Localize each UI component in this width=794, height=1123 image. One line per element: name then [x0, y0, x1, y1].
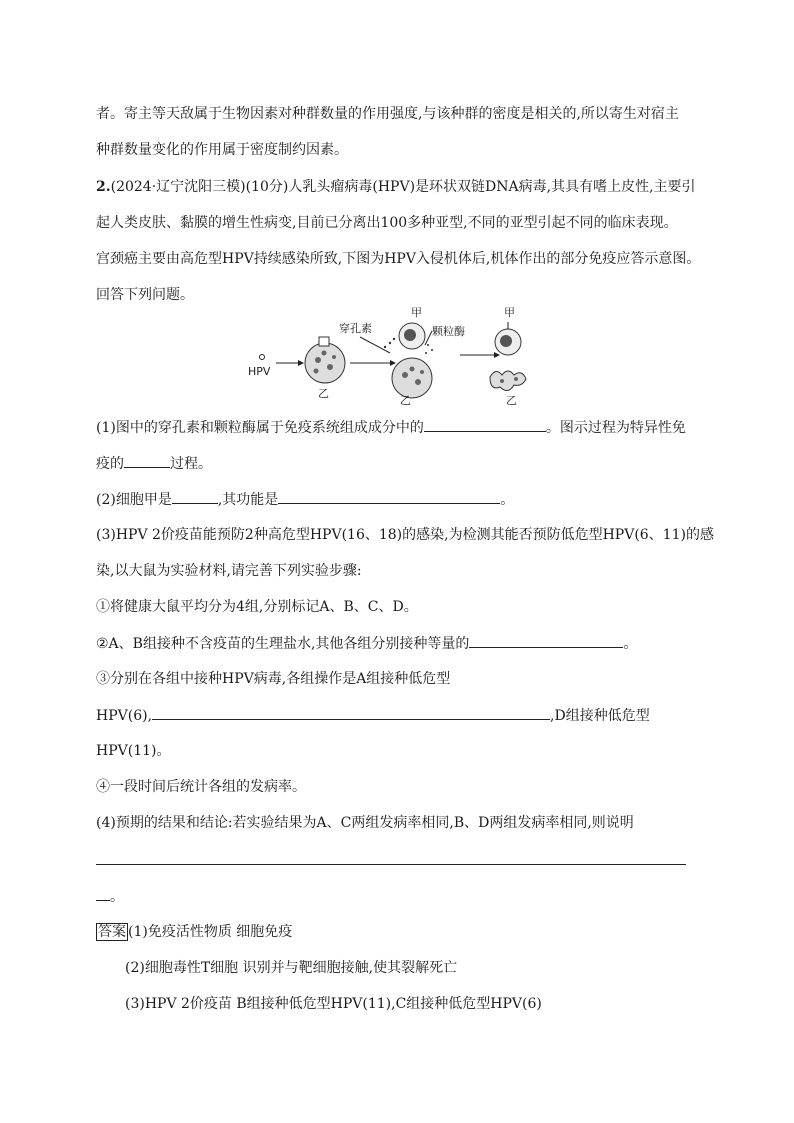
step-2: ②A、B组接种不含疫苗的生理盐水,其他各组分别接种等量的 。: [96, 633, 637, 654]
answer-blank: [124, 453, 170, 468]
question-1: (1)图中的穿孔素和颗粒酶属于免疫系统组成成分中的 。图示过程为特异性免: [96, 417, 686, 438]
step-3: ③分别在各组中接种HPV病毒,各组操作是A组接种低危型: [96, 671, 451, 687]
step-3-end: HPV(11)。: [96, 743, 171, 759]
answer-1: 答案 (1)免疫活性物质 细胞免疫: [98, 924, 293, 940]
label-hpv: HPV: [248, 365, 271, 378]
text-line: 起人类皮肤、黏膜的增生性病变,目前已分离出100多种亚型,不同的亚型引起不同的临床表现。: [96, 215, 678, 231]
label-yi: 乙: [400, 394, 411, 405]
answer-blank: [424, 417, 546, 432]
text-line: 者。寄主等天敌属于生物因素对种群数量的作用强度,与该种群的密度是相关的,所以寄生对宿主: [96, 106, 679, 122]
answer-blank: [469, 633, 623, 648]
step-1: ①将健康大鼠平均分为4组,分别标记A、B、C、D。: [96, 599, 418, 615]
virus-on-cell-icon: [319, 337, 329, 346]
lysed-cell-icon: [490, 371, 526, 391]
answer-blank: [278, 489, 500, 504]
step-4: ④一段时间后统计各组的发病率。: [96, 779, 306, 795]
label-yi: 乙: [318, 387, 329, 400]
hpv-particle-icon: [260, 355, 265, 360]
label-granzyme: 颗粒酶: [432, 325, 465, 338]
question-2: (2)细胞甲是 ,其功能是 。: [96, 489, 514, 510]
label-jia: 甲: [504, 306, 515, 319]
answer-blank: [152, 705, 550, 720]
question-source: (2024·辽宁沈阳三模)(10分)人乳头瘤病毒(HPV)是环状双链DNA病毒,其具有嗜上皮性,主要引: [110, 179, 696, 195]
answer-3: (3)HPV 2价疫苗 B组接种低危型HPV(11),C组接种低危型HPV(6): [125, 996, 542, 1012]
answer-blank: [172, 489, 218, 504]
question-2-intro: [96, 177, 696, 197]
question-1-cont: 疫的 过程。: [96, 453, 212, 474]
text-line: 种群数量变化的作用属于密度制约因素。: [96, 142, 348, 158]
question-4: (4)预期的结果和结论:若实验结果为A、C两组发病率相同,B、D两组发病率相同,则说明: [96, 815, 634, 831]
target-cell-icon: [305, 343, 345, 383]
step-3-cont: HPV(6), ,D组接种低危型: [96, 705, 650, 726]
target-cell-icon: [392, 358, 432, 398]
answer-blank: [96, 886, 110, 901]
answer-2: (2)细胞毒性T细胞 识别并与靶细胞接触,使其裂解死亡: [125, 960, 458, 976]
question-4-end: 。: [96, 886, 124, 907]
text-line: 宫颈癌主要由高危型HPV持续感染所致,下图为HPV入侵机体后,机体作出的部分免疫应答示意图。: [96, 251, 701, 267]
label-yi: 乙: [506, 394, 517, 405]
answer-line: [96, 864, 686, 865]
text-line: 回答下列问题。: [96, 287, 194, 303]
question-3: (3)HPV 2价疫苗能预防2种高危型HPV(16、18)的感染,为检测其能否预防低危型HPV(6、11)的感: [96, 527, 714, 543]
question-3-cont: 染,以大鼠为实验材料,请完善下列实验步骤:: [96, 563, 362, 579]
answer-tag: 答案: [98, 924, 126, 940]
immune-response-diagram: [240, 305, 580, 405]
label-perforin: 穿孔素: [339, 322, 372, 335]
label-jia: 甲: [411, 306, 422, 319]
question-number: 2.: [96, 179, 111, 195]
